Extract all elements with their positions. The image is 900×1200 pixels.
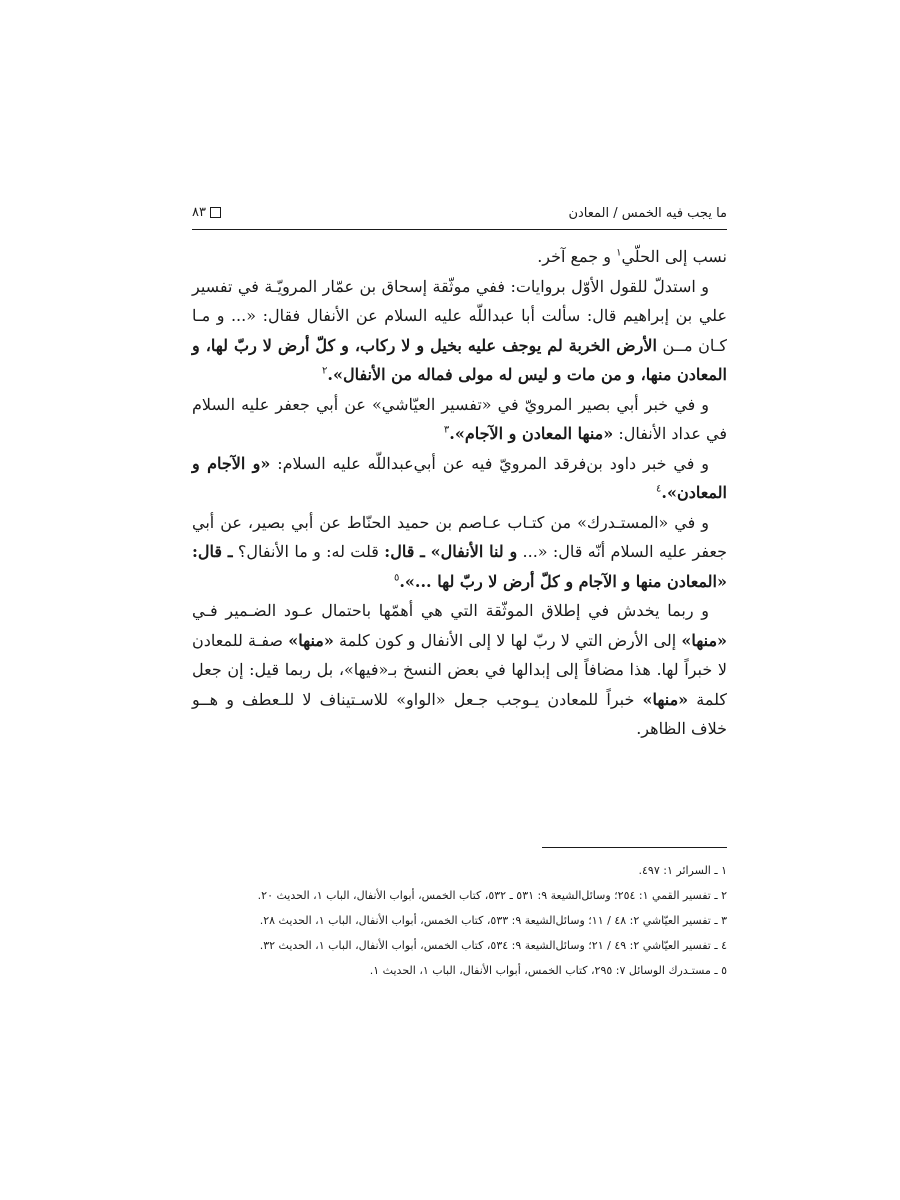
footnote-2: ٢ ـ تفسير القمي ١: ٢٥٤؛ وسائل‌الشيعة ٩: ٥٣١ ـ ٥٣٢، كتاب الخمس، أبواب الأنفال، الباب ١، الحديث ٢٠. [257,889,727,902]
body-text [192,242,727,744]
footnote-ref-3: ٣ [443,424,450,436]
p6-a: و ربما يخدش في إطلاق الموثّقة التي هي أهمّها باحتمال عـود الضـمير فـي [192,601,709,620]
p6-b: إلى الأرض التي لا ربّ لها لا إلى الأنفال و كون كلمة [333,630,682,650]
paragraph-3 [192,390,727,449]
p3-intro: و في خبر أبي بصير المرويّ في «تفسير العيّاشي» عن أبي جعفر عليه السلام في عداد الأنفال: [192,394,727,443]
p6-quote-3: «منها» [642,689,689,709]
footnote-5: ٥ ـ مستـدرك الوسائل ٧: ٢٩٥، كتاب الخمس، أبواب الأنفال، الباب ١، الحديث ١. [369,964,727,977]
p1-tail: و جمع آخر. [537,247,617,266]
footnote-ref-1: ١ [616,247,622,259]
footnote-ref-4: ٤ [656,483,662,495]
p5-quote-1: و لنا الأنفال» ـ قال: [384,542,518,561]
page-number: ٨٣ [192,205,206,220]
paragraph-6 [192,596,727,744]
page-number-block [192,205,221,220]
paragraph-4 [192,449,727,508]
footnote-ref-2: ٢ [322,365,328,377]
p4-intro: و في خبر داود بن‌فرقد المرويّ فيه عن أبي‌عبداللّه عليه السلام: [270,453,709,473]
running-title: ما يجب فيه الخمس / المعادن [568,206,727,221]
p4-quote: «و الآجام و المعادن». [192,453,727,502]
running-header [192,202,727,228]
paragraph-2 [192,272,727,390]
p6-quote-2: «منها» [288,630,334,650]
footnote-ref-5: ٥ [393,572,400,584]
footnote-rule [542,847,727,848]
p3-quote: «منها المعادن و الآجام». [449,424,614,443]
p5-quote-2: ـ قال: «المعادن منها و الآجام و كلّ أرض لا ربّ لها ...». [192,542,727,591]
p1-text: نسب إلى الحلّي [621,247,727,266]
paragraph-1 [192,242,727,272]
header-rule [192,229,727,230]
p5-intro: و في «المستـدرك» من كتـاب عـاصم بن حميد الحنّاط عن أبي بصير، عن أبي جعفر عليه السلام أنّه قال: «... [192,512,728,561]
document-page [192,192,727,1012]
p2-intro: و استدلّ للقول الأوّل بروايات: ففي موثّقة إسحاق بن عمّار المرويّـة في تفسير علي بن إبراهيم قال: سألت أبا عبداللّه عليه السلام عن الأنفال فقال: «... و مـا كـان مــن [192,276,728,355]
p5-mid: قلت له: و ما الأنفال؟ [232,542,385,561]
p6-c: صفـة للمعادن لا خبراً لها. هذا مضافاً إلى إبدالها في بعض النسخ بـ«فيها»، بل ربما قيل: إن جعل كلمة [192,630,728,709]
footnotes [192,858,727,983]
square-ornament-icon [210,207,221,218]
footnote-4: ٤ ـ تفسير العيّاشي ٢: ٤٩ / ٢١؛ وسائل‌الشيعة ٩: ٥٣٤، كتاب الخمس، أبواب الأنفال، الباب ١، الحديث ٣٢. [259,939,727,952]
p6-quote-1: «منها» [681,630,728,650]
p2-quote: الأرض الخربة لم يوجف عليه بخيل و لا ركاب، و كلّ أرض لا ربّ لها، و المعادن منها، و من مات و ليس له مولى فماله من الأنفال». [192,335,727,384]
p6-d: خبراً للمعادن يـوجب جـعل «الواو» للاسـتيناف لا للـعطف و هــو خلاف الظاهر. [192,689,727,738]
paragraph-5 [192,508,727,597]
footnote-3: ٣ ـ تفسير العيّاشي ٢: ٤٨ / ١١؛ وسائل‌الشيعة ٩: ٥٣٣، كتاب الخمس، أبواب الأنفال، الباب ١، الحديث ٢٨. [259,914,727,927]
footnote-1: ١ ـ السرائر ١: ٤٩٧. [638,864,727,877]
